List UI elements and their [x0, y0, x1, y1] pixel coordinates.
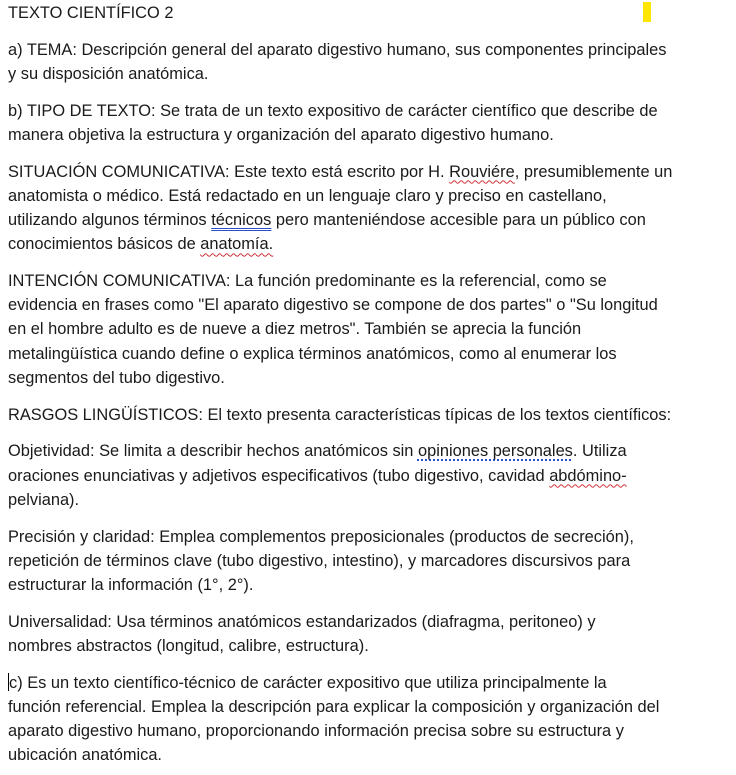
tema-line-2: y su disposición anatómica. — [8, 64, 209, 83]
paragraph-precision — [8, 525, 730, 598]
intencion-line-5: segmentos del tubo digestivo. — [8, 368, 225, 387]
rasgos-line-1: RASGOS LINGÜÍSTICOS: El texto presenta características típicas de los textos científicos: — [8, 405, 672, 424]
precision-line-3: estructurar la información (1°, 2°). — [8, 575, 254, 594]
situacion-line-3 — [8, 208, 730, 232]
text-run: , presumiblemente un — [514, 162, 673, 181]
style-suggestion-opiniones[interactable]: opiniones personales — [417, 442, 573, 461]
spelling-error-anatomia[interactable]: anatomía. — [200, 235, 274, 254]
conclusion-line-1 — [8, 671, 730, 695]
text-run: SITUACIÓN COMUNICATIVA: Este texto está escrito por H. — [8, 162, 450, 181]
text-run: conocimientos básicos de — [8, 235, 201, 254]
situacion-line-1 — [8, 160, 730, 184]
spelling-error-rouviere[interactable]: Rouviére — [449, 162, 515, 181]
intencion-line-1: INTENCIÓN COMUNICATIVA: La función predominante es la referencial, como se — [8, 272, 607, 291]
document-body[interactable] — [8, 1, 730, 767]
paragraph-objetividad — [8, 439, 730, 512]
intencion-line-2: evidencia en frases como "El aparato digestivo se compone de dos partes" o "Su longitud — [8, 296, 658, 315]
precision-line-2: repetición de términos clave (tubo digestivo, intestino), y marcadores discursivos para — [8, 551, 631, 570]
title-line: TEXTO CIENTÍFICO 2 — [8, 4, 174, 22]
conclusion-line-3: aparato digestivo humano, proporcionando información precisa sobre su estructura y — [8, 722, 624, 741]
text-run: . Utiliza — [572, 442, 627, 461]
paragraph-tema — [8, 38, 730, 86]
intencion-line-4: metalingüística cuando define o explica términos anatómicos, como al enumerar los — [8, 344, 617, 363]
paragraph-conclusion — [8, 671, 730, 768]
text-run: Objetividad: Se limita a describir hechos anatómicos sin — [8, 442, 418, 461]
paragraph-universalidad — [8, 610, 730, 658]
text-run: utilizando algunos términos — [8, 211, 212, 230]
conclusion-line-4: ubicación anatómica. — [8, 746, 162, 765]
intencion-line-3: en el hombre adulto es de nueve a diez metros". También se aprecia la función — [8, 320, 582, 339]
objetividad-line-1 — [8, 439, 730, 463]
paragraph-situacion — [8, 160, 730, 257]
conclusion-line-2: función referencial. Emplea la descripción para explicar la composición y organización del — [8, 697, 660, 716]
document-title — [8, 1, 730, 25]
spelling-error-abdomino[interactable]: abdómino- — [549, 466, 627, 485]
paragraph-rasgos — [8, 403, 730, 427]
universalidad-line-1: Universalidad: Usa términos anatómicos estandarizados (diafragma, peritoneo) y — [8, 612, 596, 631]
grammar-suggestion-tecnicos[interactable]: técnicos — [211, 211, 272, 230]
precision-line-1: Precisión y claridad: Emplea complementos preposicionales (productos de secreción), — [8, 527, 634, 546]
text-run: pero manteniéndose accesible para un público con — [271, 211, 646, 230]
situacion-line-4 — [8, 232, 730, 256]
objetividad-line-3: pelviana). — [8, 490, 80, 509]
text-run: c) Es un texto científico-técnico de carácter expositivo que utiliza principalmente la — [9, 673, 607, 692]
situacion-line-2: anatomista o médico. Está redactado en un lenguaje claro y preciso en castellano, — [8, 186, 607, 205]
paragraph-tipo — [8, 99, 730, 147]
paragraph-intencion — [8, 269, 730, 390]
universalidad-line-2: nombres abstractos (longitud, calibre, estructura). — [8, 636, 369, 655]
tema-line-1: a) TEMA: Descripción general del aparato digestivo humano, sus componentes principales — [8, 40, 667, 59]
tipo-line-1: b) TIPO DE TEXTO: Se trata de un texto expositivo de carácter científico que describe de — [8, 101, 658, 120]
text-run: oraciones enunciativas y adjetivos especificativos (tubo digestivo, cavidad — [8, 466, 550, 485]
objetividad-line-2 — [8, 464, 730, 488]
tipo-line-2: manera objetiva la estructura y organización del aparato digestivo humano. — [8, 125, 554, 144]
